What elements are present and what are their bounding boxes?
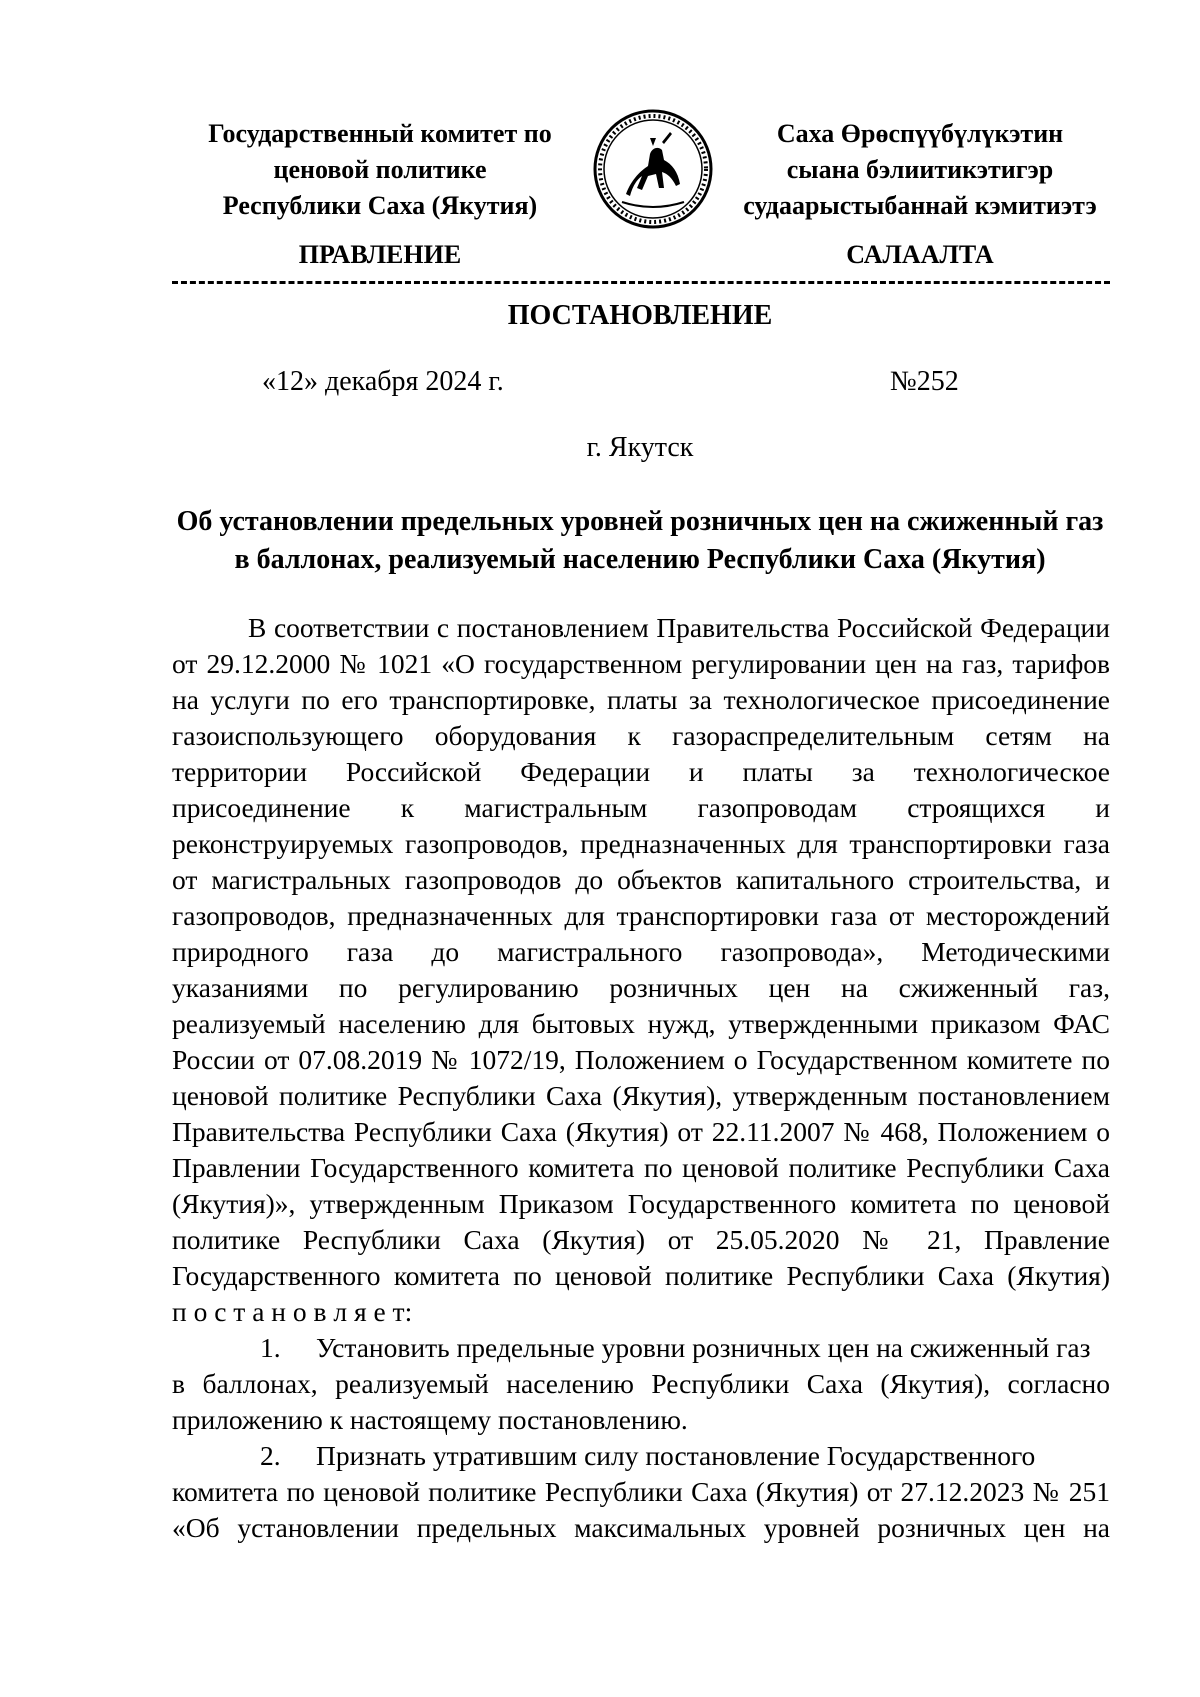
body-line: присоединение к магистральным газопроводам строящихся и — [172, 792, 1110, 823]
dashed-divider — [172, 281, 1110, 284]
list-item-1 — [172, 1330, 1110, 1366]
body-line: на услуги по его транспортировке, платы за технологическое присоединение — [172, 684, 1110, 715]
item-number: 2. — [260, 1440, 281, 1471]
header-ru — [170, 116, 590, 224]
body-line: приложению к настоящему постановлению. — [172, 1404, 688, 1435]
body-line: Правительства Республики Саха (Якутия) от 22.11.2007 № 468, Положением о — [172, 1116, 1110, 1147]
body-line: комитета по ценовой политике Республики Саха (Якутия) от 27.12.2023 № 251 — [172, 1476, 1110, 1507]
body-line: ценовой политике Республики Саха (Якутия), утвержденным постановлением — [172, 1080, 1110, 1111]
body-line: в баллонах, реализуемый населению Республики Саха (Якутия), согласно — [172, 1368, 1110, 1399]
header-sah-line: судаарыстыбаннай кэмитиэтэ — [743, 191, 1097, 220]
board-label-ru: ПРАВЛЕНИЕ — [298, 240, 462, 269]
body-line: «Об установлении предельных максимальных уровней розничных цен на — [172, 1512, 1110, 1543]
document-title — [170, 503, 1110, 579]
title-line: в баллонах, реализуемый населению Республики Саха (Якутия) — [234, 544, 1046, 575]
body-line: Государственного комитета по ценовой политике Республики Саха (Якутия) — [172, 1260, 1110, 1291]
header-sah-line: сыана бэлиитикэтигэр — [786, 155, 1054, 184]
body-line: реализуемый населению для бытовых нужд, утвержденными приказом ФАС — [172, 1008, 1110, 1039]
header-sah — [720, 116, 1120, 224]
resolves-line: п о с т а н о в л я е т: — [172, 1296, 413, 1327]
header-ru-line: ценовой политике — [273, 155, 487, 184]
document-body — [172, 610, 1110, 1546]
document-type: ПОСТАНОВЛЕНИЕ — [507, 300, 773, 331]
body-line: от магистральных газопроводов до объектов капитального строительства, и — [172, 864, 1110, 895]
body-line: (Якутия)», утвержденным Приказом Государственного комитета по ценовой — [172, 1188, 1110, 1219]
board-label-sah: САЛААЛТА — [846, 240, 994, 269]
header-ru-line: Республики Саха (Якутия) — [222, 191, 538, 220]
header-sah-line: Саха Өрөспүүбүлүкэтин — [776, 119, 1064, 148]
document-number: №252 — [890, 366, 959, 397]
item-number: 1. — [260, 1332, 281, 1363]
document-city: г. Якутск — [586, 432, 694, 463]
body-line: газоиспользующего оборудования к газораспределительным сетям на — [172, 720, 1110, 751]
item-first-line: Признать утратившим силу постановление Государственного — [316, 1440, 1036, 1471]
item-first-line: Установить предельные уровни розничных цен на сжиженный газ — [316, 1332, 1091, 1363]
header-ru-line: Государственный комитет по — [208, 119, 552, 148]
body-line: России от 07.08.2019 № 1072/19, Положением о Государственном комитете по — [172, 1044, 1110, 1075]
body-line: политике Республики Саха (Якутия) от 25.05.2020 № 21, Правление — [172, 1224, 1110, 1255]
body-line: Правлении Государственного комитета по ценовой политике Республики Саха — [172, 1152, 1110, 1183]
body-line: от 29.12.2000 № 1021 «О государственном регулировании цен на газ, тарифов — [172, 648, 1110, 679]
body-line: газопроводов, предназначенных для транспортировки газа от месторождений — [172, 900, 1110, 931]
list-item-2 — [172, 1438, 1110, 1474]
body-line: природного газа до магистрального газопровода», Методическими — [172, 936, 1110, 967]
body-line: реконструируемых газопроводов, предназначенных для транспортировки газа — [172, 828, 1110, 859]
body-line: территории Российской Федерации и платы за технологическое — [172, 756, 1110, 787]
yakutia-coat-of-arms-icon — [592, 108, 714, 230]
title-line: Об установлении предельных уровней розничных цен на сжиженный газ — [176, 506, 1104, 537]
body-line: указаниями по регулированию розничных цен на сжиженный газ, — [172, 972, 1110, 1003]
document-date: «12» декабря 2024 г. — [262, 366, 504, 397]
body-line: В соответствии с постановлением Правительства Российской Федерации — [248, 612, 1110, 643]
